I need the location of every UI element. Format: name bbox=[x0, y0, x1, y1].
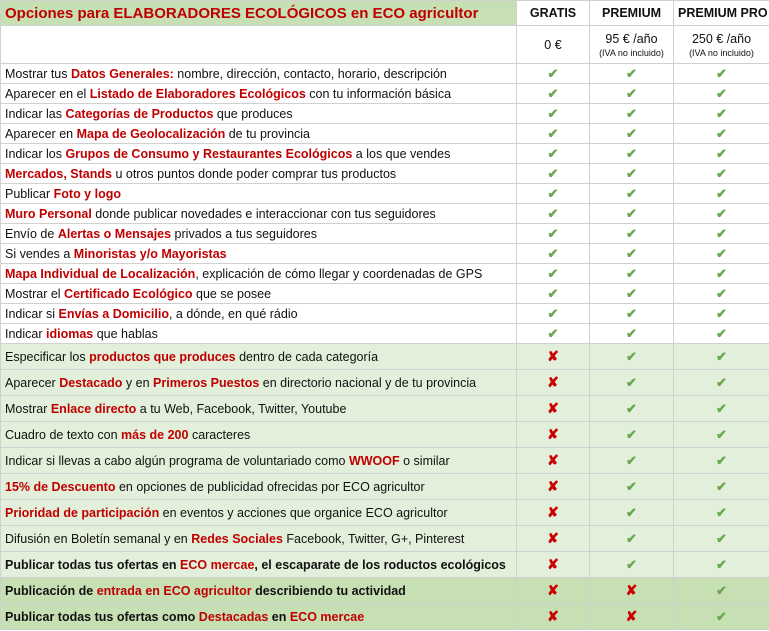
feature-text: Mostrar bbox=[5, 401, 51, 416]
price-note: (IVA no incluido) bbox=[689, 47, 754, 58]
feature-text: Si vendes a bbox=[5, 246, 74, 261]
plan-price-premium-pro bbox=[674, 26, 769, 64]
feature-highlight-text: Alertas o Mensajes bbox=[57, 226, 172, 241]
feature-description bbox=[1, 396, 517, 422]
feature-highlight-text: Certificado Ecológico bbox=[64, 286, 193, 301]
feature-text: Publicar bbox=[5, 186, 54, 201]
check-icon: ✔ bbox=[716, 374, 727, 390]
feature-row bbox=[1, 164, 769, 184]
cross-icon: ✘ bbox=[547, 374, 559, 390]
cross-icon: ✘ bbox=[547, 556, 559, 572]
feature-description bbox=[1, 578, 517, 604]
feature-highlight-text: Mapa de Geolocalización bbox=[76, 126, 226, 141]
check-icon: ✔ bbox=[716, 145, 727, 161]
check-icon: ✔ bbox=[626, 225, 637, 241]
plan-cell-premium-pro bbox=[674, 84, 769, 104]
price-row bbox=[1, 26, 769, 64]
feature-description bbox=[1, 422, 517, 448]
check-icon: ✔ bbox=[716, 452, 727, 468]
check-icon: ✔ bbox=[547, 125, 559, 141]
check-icon: ✔ bbox=[626, 400, 637, 416]
plan-cell-gratis bbox=[517, 370, 590, 396]
plan-cell-premium-pro bbox=[674, 370, 769, 396]
feature-description bbox=[1, 324, 517, 344]
feature-description bbox=[1, 448, 517, 474]
plan-cell-premium-pro bbox=[674, 264, 769, 284]
plan-cell-premium-pro bbox=[674, 104, 769, 124]
feature-description bbox=[1, 552, 517, 578]
cross-icon: ✘ bbox=[547, 504, 559, 520]
feature-highlight-text: más de 200 bbox=[121, 427, 189, 442]
plan-name-premium-pro: PREMIUM PRO bbox=[674, 1, 769, 26]
check-icon: ✔ bbox=[547, 165, 559, 181]
feature-text: Mostrar tus bbox=[5, 66, 71, 81]
check-icon: ✔ bbox=[547, 225, 559, 241]
feature-text: Publicar todas tus ofertas como bbox=[5, 609, 199, 624]
feature-row bbox=[1, 244, 769, 264]
plan-cell-gratis bbox=[517, 324, 590, 344]
check-icon: ✔ bbox=[626, 105, 637, 121]
plan-cell-premium-pro bbox=[674, 324, 769, 344]
plan-cell-premium-pro bbox=[674, 422, 769, 448]
plan-cell-gratis bbox=[517, 184, 590, 204]
price-value: 250 € /año bbox=[691, 31, 752, 46]
feature-text: Cuadro de texto con bbox=[5, 427, 122, 442]
feature-row bbox=[1, 204, 769, 224]
check-icon: ✔ bbox=[547, 65, 559, 81]
feature-highlight-text: Grupos de Consumo y Restaurantes Ecológicos bbox=[65, 146, 353, 161]
plan-cell-gratis bbox=[517, 448, 590, 474]
plan-cell-premium bbox=[590, 164, 674, 184]
plan-cell-premium-pro bbox=[674, 284, 769, 304]
feature-highlight-text: Envías a Domicilio bbox=[58, 306, 169, 321]
check-icon: ✔ bbox=[716, 556, 727, 572]
check-icon: ✔ bbox=[547, 205, 559, 221]
feature-row bbox=[1, 124, 769, 144]
table-title: Opciones para ELABORADORES ECOLÓGICOS en ECO agricultor bbox=[1, 1, 517, 26]
cross-icon: ✘ bbox=[547, 348, 559, 364]
feature-text: en bbox=[268, 609, 290, 624]
check-icon: ✔ bbox=[547, 245, 559, 261]
feature-highlight-text: 15% de Descuento bbox=[5, 479, 116, 494]
feature-highlight-text: Destacado bbox=[59, 375, 123, 390]
feature-row bbox=[1, 552, 769, 578]
plan-cell-premium bbox=[590, 204, 674, 224]
feature-description bbox=[1, 164, 517, 184]
plan-cell-premium bbox=[590, 224, 674, 244]
feature-row bbox=[1, 64, 769, 84]
plan-cell-premium-pro bbox=[674, 64, 769, 84]
check-icon: ✔ bbox=[626, 285, 637, 301]
feature-text: describiendo tu actividad bbox=[251, 583, 406, 598]
check-icon: ✔ bbox=[547, 305, 559, 321]
plan-cell-premium bbox=[590, 344, 674, 370]
feature-highlight-text: Primeros Puestos bbox=[153, 375, 260, 390]
plan-price-premium bbox=[590, 26, 674, 64]
feature-description bbox=[1, 344, 517, 370]
plan-cell-premium-pro bbox=[674, 578, 769, 604]
feature-highlight-text: WWOOF bbox=[348, 453, 400, 468]
plan-cell-premium bbox=[590, 244, 674, 264]
plan-cell-gratis bbox=[517, 344, 590, 370]
plan-cell-premium-pro bbox=[674, 204, 769, 224]
check-icon: ✔ bbox=[716, 608, 727, 624]
feature-text: Facebook, Twitter, G+, Pinterest bbox=[282, 531, 465, 546]
plan-cell-gratis bbox=[517, 500, 590, 526]
check-icon: ✔ bbox=[716, 225, 727, 241]
plan-cell-premium-pro bbox=[674, 474, 769, 500]
feature-row bbox=[1, 422, 769, 448]
check-icon: ✔ bbox=[626, 426, 637, 442]
feature-text: , explicación de cómo llegar y coordenadas de GPS bbox=[195, 266, 483, 281]
check-icon: ✔ bbox=[547, 105, 559, 121]
feature-highlight-text: ECO mercae bbox=[180, 557, 255, 572]
plan-cell-premium bbox=[590, 370, 674, 396]
feature-row bbox=[1, 370, 769, 396]
feature-row bbox=[1, 104, 769, 124]
plan-cell-premium bbox=[590, 324, 674, 344]
feature-row bbox=[1, 396, 769, 422]
plan-cell-premium bbox=[590, 448, 674, 474]
plan-cell-premium-pro bbox=[674, 244, 769, 264]
plan-cell-gratis bbox=[517, 244, 590, 264]
feature-description bbox=[1, 526, 517, 552]
price-value: 0 € bbox=[544, 37, 562, 52]
check-icon: ✔ bbox=[626, 504, 637, 520]
plan-cell-premium-pro bbox=[674, 396, 769, 422]
feature-text: en directorio nacional y de tu provincia bbox=[259, 375, 477, 390]
check-icon: ✔ bbox=[716, 205, 727, 221]
feature-description bbox=[1, 144, 517, 164]
check-icon: ✔ bbox=[547, 325, 559, 341]
feature-text: nombre, dirección, contacto, horario, descripción bbox=[173, 66, 447, 81]
plan-price-gratis bbox=[517, 26, 590, 64]
plan-cell-premium bbox=[590, 422, 674, 448]
feature-text: caracteres bbox=[188, 427, 251, 442]
feature-highlight-text: Foto y logo bbox=[53, 186, 121, 201]
plan-name-gratis: GRATIS bbox=[517, 1, 590, 26]
check-icon: ✔ bbox=[716, 165, 727, 181]
cross-icon: ✘ bbox=[547, 478, 559, 494]
check-icon: ✔ bbox=[626, 452, 637, 468]
check-icon: ✔ bbox=[626, 348, 637, 364]
check-icon: ✔ bbox=[547, 185, 559, 201]
feature-description bbox=[1, 224, 517, 244]
feature-row bbox=[1, 224, 769, 244]
check-icon: ✔ bbox=[716, 125, 727, 141]
plan-cell-gratis bbox=[517, 84, 590, 104]
plan-cell-premium bbox=[590, 500, 674, 526]
feature-row bbox=[1, 144, 769, 164]
plan-cell-gratis bbox=[517, 104, 590, 124]
plan-cell-premium bbox=[590, 124, 674, 144]
feature-highlight-text: Listado de Elaboradores Ecológicos bbox=[89, 86, 306, 101]
cross-icon: ✘ bbox=[547, 582, 559, 598]
feature-text: que produces bbox=[213, 106, 293, 121]
feature-highlight-text: Enlace directo bbox=[50, 401, 137, 416]
check-icon: ✔ bbox=[716, 582, 727, 598]
plan-cell-gratis bbox=[517, 396, 590, 422]
check-icon: ✔ bbox=[716, 245, 727, 261]
feature-highlight-text: Minoristas y/o Mayoristas bbox=[73, 246, 227, 261]
feature-row bbox=[1, 344, 769, 370]
plan-cell-premium bbox=[590, 104, 674, 124]
check-icon: ✔ bbox=[626, 556, 637, 572]
feature-text: en eventos y acciones que organice ECO agricultor bbox=[159, 505, 448, 520]
plan-cell-premium bbox=[590, 84, 674, 104]
check-icon: ✔ bbox=[626, 145, 637, 161]
feature-text: Indicar las bbox=[5, 106, 66, 121]
check-icon: ✔ bbox=[626, 85, 637, 101]
feature-text: dentro de cada categoría bbox=[235, 349, 379, 364]
plan-cell-gratis bbox=[517, 64, 590, 84]
plan-name-premium: PREMIUM bbox=[590, 1, 674, 26]
cross-icon: ✘ bbox=[625, 608, 638, 624]
feature-row bbox=[1, 324, 769, 344]
feature-highlight-text: Muro Personal bbox=[5, 206, 92, 221]
feature-row bbox=[1, 84, 769, 104]
feature-highlight-text: Prioridad de participación bbox=[5, 505, 160, 520]
check-icon: ✔ bbox=[626, 325, 637, 341]
feature-description bbox=[1, 264, 517, 284]
feature-text: a los que vendes bbox=[352, 146, 451, 161]
check-icon: ✔ bbox=[716, 478, 727, 494]
check-icon: ✔ bbox=[626, 205, 637, 221]
price-note: (IVA no incluido) bbox=[599, 47, 664, 58]
feature-rows bbox=[1, 64, 769, 630]
feature-highlight-text: Datos Generales: bbox=[71, 66, 174, 81]
feature-text: , a dónde, en qué rádio bbox=[168, 306, 298, 321]
feature-description bbox=[1, 604, 517, 630]
plan-cell-premium-pro bbox=[674, 304, 769, 324]
check-icon: ✔ bbox=[626, 125, 637, 141]
cross-icon: ✘ bbox=[625, 582, 638, 598]
check-icon: ✔ bbox=[716, 530, 727, 546]
check-icon: ✔ bbox=[547, 145, 559, 161]
plan-cell-gratis bbox=[517, 124, 590, 144]
check-icon: ✔ bbox=[626, 374, 637, 390]
feature-text: Aparecer bbox=[5, 375, 60, 390]
plan-cell-gratis bbox=[517, 204, 590, 224]
feature-row bbox=[1, 184, 769, 204]
check-icon: ✔ bbox=[716, 400, 727, 416]
feature-text: en opciones de publicidad ofrecidas por ECO agricultor bbox=[115, 479, 425, 494]
feature-description bbox=[1, 184, 517, 204]
feature-row bbox=[1, 304, 769, 324]
feature-row bbox=[1, 474, 769, 500]
feature-text: Envío de bbox=[5, 226, 58, 241]
feature-row bbox=[1, 284, 769, 304]
feature-row bbox=[1, 526, 769, 552]
feature-highlight-text: Redes Sociales bbox=[191, 531, 283, 546]
plan-cell-gratis bbox=[517, 284, 590, 304]
plan-cell-premium bbox=[590, 474, 674, 500]
check-icon: ✔ bbox=[626, 185, 637, 201]
plan-cell-gratis bbox=[517, 604, 590, 630]
plan-cell-premium-pro bbox=[674, 604, 769, 630]
plan-cell-premium-pro bbox=[674, 448, 769, 474]
feature-text: Especificar los bbox=[5, 349, 90, 364]
plan-cell-premium bbox=[590, 144, 674, 164]
plan-cell-gratis bbox=[517, 578, 590, 604]
feature-text: Indicar bbox=[5, 326, 46, 341]
check-icon: ✔ bbox=[716, 504, 727, 520]
check-icon: ✔ bbox=[626, 305, 637, 321]
plan-cell-gratis bbox=[517, 526, 590, 552]
feature-highlight-text: Mercados, Stands bbox=[5, 166, 112, 181]
plan-cell-gratis bbox=[517, 224, 590, 244]
feature-text: Publicación de bbox=[5, 583, 97, 598]
check-icon: ✔ bbox=[716, 285, 727, 301]
check-icon: ✔ bbox=[626, 530, 637, 546]
plan-cell-premium bbox=[590, 304, 674, 324]
feature-text: de tu provincia bbox=[225, 126, 311, 141]
feature-highlight-text: Mapa Individual de Localización bbox=[5, 266, 196, 281]
cross-icon: ✘ bbox=[547, 400, 559, 416]
plan-cell-premium bbox=[590, 284, 674, 304]
plan-cell-premium bbox=[590, 64, 674, 84]
feature-row bbox=[1, 578, 769, 604]
plan-cell-premium-pro bbox=[674, 164, 769, 184]
feature-highlight-text: ECO mercae bbox=[289, 609, 365, 624]
check-icon: ✔ bbox=[626, 265, 637, 281]
feature-text: u otros puntos donde poder comprar tus productos bbox=[111, 166, 397, 181]
feature-highlight-text: Categorías de Productos bbox=[65, 106, 214, 121]
plan-cell-premium-pro bbox=[674, 526, 769, 552]
cross-icon: ✘ bbox=[547, 452, 559, 468]
plan-cell-premium-pro bbox=[674, 224, 769, 244]
feature-text: Aparecer en bbox=[5, 126, 77, 141]
feature-row bbox=[1, 500, 769, 526]
feature-row bbox=[1, 264, 769, 284]
plan-cell-premium-pro bbox=[674, 344, 769, 370]
plan-cell-premium bbox=[590, 264, 674, 284]
check-icon: ✔ bbox=[716, 348, 727, 364]
feature-description bbox=[1, 370, 517, 396]
check-icon: ✔ bbox=[626, 65, 637, 81]
feature-text: Indicar los bbox=[5, 146, 66, 161]
feature-description bbox=[1, 244, 517, 264]
feature-highlight-text: idiomas bbox=[46, 326, 94, 341]
feature-highlight-text: productos que produces bbox=[89, 349, 236, 364]
plan-cell-premium bbox=[590, 552, 674, 578]
price-row-empty-cell bbox=[1, 26, 517, 64]
cross-icon: ✘ bbox=[547, 530, 559, 546]
feature-text: y en bbox=[122, 375, 154, 390]
feature-text: , el escaparate de los roductos ecológicos bbox=[254, 557, 506, 572]
plan-cell-premium-pro bbox=[674, 552, 769, 578]
plan-cell-premium-pro bbox=[674, 124, 769, 144]
feature-text: Indicar si bbox=[5, 306, 59, 321]
feature-row bbox=[1, 604, 769, 630]
feature-highlight-text: entrada en ECO agricultor bbox=[96, 583, 252, 598]
feature-highlight-text: Destacadas bbox=[198, 609, 269, 624]
check-icon: ✔ bbox=[547, 265, 559, 281]
feature-text: Indicar si llevas a cabo algún programa de voluntariado como bbox=[5, 453, 349, 468]
cross-icon: ✘ bbox=[547, 608, 559, 624]
check-icon: ✔ bbox=[716, 325, 727, 341]
feature-text: donde publicar novedades e interaccionar con tus seguidores bbox=[91, 206, 436, 221]
feature-description bbox=[1, 124, 517, 144]
check-icon: ✔ bbox=[716, 65, 727, 81]
plan-cell-gratis bbox=[517, 144, 590, 164]
feature-description bbox=[1, 204, 517, 224]
feature-text: privados a tus seguidores bbox=[171, 226, 317, 241]
check-icon: ✔ bbox=[547, 285, 559, 301]
plan-cell-premium bbox=[590, 396, 674, 422]
plan-cell-gratis bbox=[517, 164, 590, 184]
plan-cell-premium bbox=[590, 578, 674, 604]
feature-description bbox=[1, 304, 517, 324]
feature-text: que hablas bbox=[93, 326, 158, 341]
plan-cell-gratis bbox=[517, 474, 590, 500]
header-row bbox=[1, 1, 769, 26]
feature-description bbox=[1, 64, 517, 84]
plan-cell-premium-pro bbox=[674, 500, 769, 526]
feature-row bbox=[1, 448, 769, 474]
feature-text: Aparecer en el bbox=[5, 86, 90, 101]
feature-text: que se posee bbox=[192, 286, 272, 301]
price-value: 95 € /año bbox=[605, 31, 658, 46]
cross-icon: ✘ bbox=[547, 426, 559, 442]
plan-cell-gratis bbox=[517, 422, 590, 448]
feature-description bbox=[1, 474, 517, 500]
check-icon: ✔ bbox=[547, 85, 559, 101]
plan-cell-premium-pro bbox=[674, 144, 769, 164]
feature-text: Difusión en Boletín semanal y en bbox=[5, 531, 192, 546]
feature-description bbox=[1, 84, 517, 104]
feature-text: con tu información básica bbox=[305, 86, 452, 101]
plan-cell-gratis bbox=[517, 264, 590, 284]
check-icon: ✔ bbox=[716, 185, 727, 201]
plan-cell-premium bbox=[590, 604, 674, 630]
check-icon: ✔ bbox=[716, 265, 727, 281]
plan-cell-premium-pro bbox=[674, 184, 769, 204]
feature-text: Publicar todas tus ofertas en bbox=[5, 557, 181, 572]
check-icon: ✔ bbox=[716, 305, 727, 321]
check-icon: ✔ bbox=[716, 426, 727, 442]
plan-cell-gratis bbox=[517, 304, 590, 324]
feature-text: Mostrar el bbox=[5, 286, 65, 301]
check-icon: ✔ bbox=[626, 165, 637, 181]
check-icon: ✔ bbox=[626, 478, 637, 494]
plan-cell-gratis bbox=[517, 552, 590, 578]
check-icon: ✔ bbox=[716, 105, 727, 121]
feature-text: o similar bbox=[399, 453, 450, 468]
feature-description bbox=[1, 104, 517, 124]
feature-description bbox=[1, 284, 517, 304]
feature-description bbox=[1, 500, 517, 526]
plan-cell-premium bbox=[590, 526, 674, 552]
feature-text: a tu Web, Facebook, Twitter, Youtube bbox=[136, 401, 347, 416]
plan-cell-premium bbox=[590, 184, 674, 204]
check-icon: ✔ bbox=[626, 245, 637, 261]
check-icon: ✔ bbox=[716, 85, 727, 101]
